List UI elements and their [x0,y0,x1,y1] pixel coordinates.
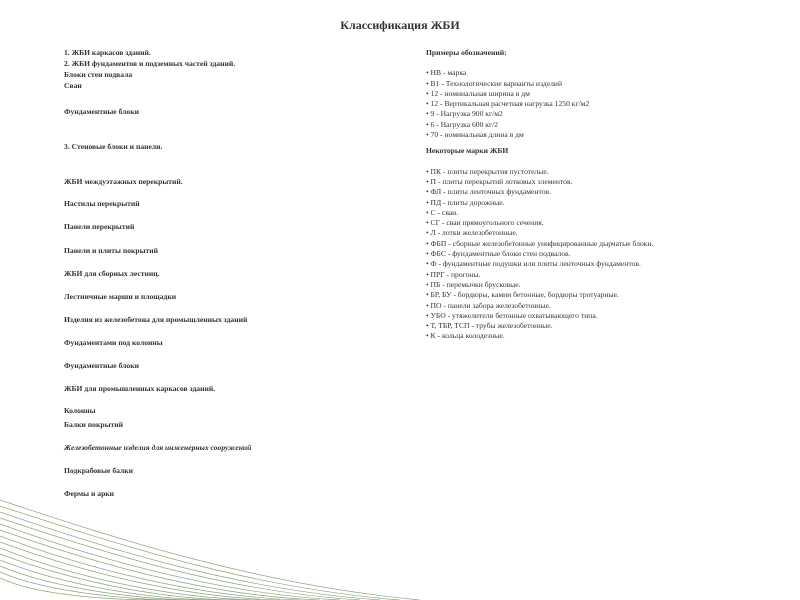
list-item: • ФБП - сборные железобетонные унифицированные дырчатые блоки. [426,238,654,248]
page-title: Классификация ЖБИ [340,18,460,32]
list-item: ЖБИ для промышленных каркасов зданий. [64,384,216,393]
marks-heading: Некоторые марки ЖБИ [426,146,509,156]
list-item: • С - сваи. [426,207,459,217]
list-item: Панели перекрытий [64,222,135,231]
list-item: • 6 - Нагрузка 600 кг/2 [426,119,498,129]
list-item: • ПД - плиты дорожные. [426,197,505,207]
list-item: • ПК - плиты перекрытия пустотелые. [426,166,549,176]
list-item: Изделия из железобетона для промышленных зданий [64,315,248,324]
list-item: • К - кольца колодезные. [426,331,505,341]
list-item: • 9 - Нагрузка 900 кг/м2 [426,109,503,119]
list-item: 2. ЖБИ фундаментов и подземных частей зданий. [64,59,236,68]
list-item: • СГ - сваи прямоугольного сечения. [426,218,544,228]
list-item: • НВ - марка [426,68,467,78]
list-item: • Ф - фундаментные подушки или плиты ленточных фундаментов. [426,259,641,269]
list-item: • П - плиты перекрытий лотковых элементов. [426,176,573,186]
list-item: • В1 - Технологические варианты изделий [426,78,563,88]
list-item: Лестничные марши и площадки [64,292,177,301]
list-item: • ФБС - фундаментные блоки стен подвалов. [426,249,571,259]
list-item: 1. ЖБИ каркасов зданий. [64,48,151,57]
list-item: Колонны [64,406,96,415]
list-item: Фермы и арки [64,489,115,498]
list-item: Фундаментные блоки [64,107,139,116]
list-item: Настилы перекрытий [64,199,140,208]
list-item: • 70 - номинальная длина в дм [426,130,524,140]
list-item: Блоки стен подвала [64,70,133,79]
list-item: 3. Стеновые блоки и панели. [64,142,163,151]
list-item: Железобетонные изделия для инженерных сооружений [64,443,252,452]
list-item: • ФЛ - плиты ленточных фундаментов. [426,187,551,197]
list-item: • Л - лотки железобетонные. [426,228,518,238]
list-item: • ПО - панели забора железобетонные. [426,300,551,310]
list-item: • БР, БУ - бордюры, камни бетонные, бордюры тротуарные. [426,290,619,300]
list-item: • 12 - Вертикальная расчетная нагрузка 1250 кг/м2 [426,99,590,109]
list-item: • ПБ - перемычки брусковые. [426,279,521,289]
list-item: ЖБИ междуэтажных перекрытий. [64,177,183,186]
list-item: Панели и плиты покрытий [64,246,159,255]
examples-heading: Примеры обозначений: [426,48,507,57]
designation-panel [426,48,756,342]
list-item: Фундаментами под колонны [64,338,163,347]
list-item: ЖБИ для сборных лестниц. [64,269,160,278]
list-item: Фундаментные блоки [64,361,139,370]
list-item: Подкрабовые балки [64,466,133,475]
list-item: Балки покрытий [64,420,123,429]
list-item: • 12 - номинальная ширина в дм [426,88,530,98]
list-item: Сваи [64,81,82,90]
list-item: • Т, ТБР, ТСП - трубы железобетонные. [426,321,553,331]
list-item: • ПРГ - прогоны. [426,269,481,279]
list-item: • УБО - утяжелители бетонные охватывающего типа. [426,310,598,320]
